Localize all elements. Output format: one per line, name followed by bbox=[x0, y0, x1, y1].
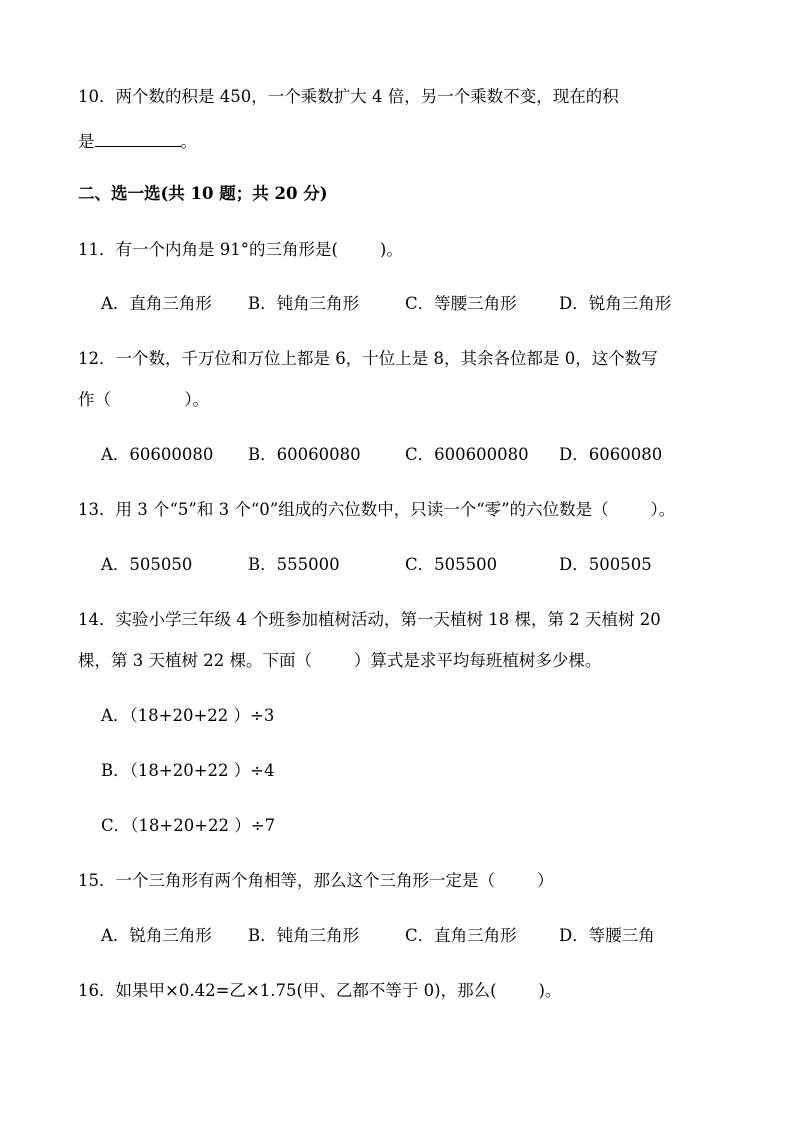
question-number: 16． bbox=[78, 981, 116, 1000]
option-d[interactable]: D．500505 bbox=[559, 555, 652, 574]
option-c[interactable]: C．直角三角形 bbox=[405, 926, 517, 945]
question-12-line-1 bbox=[78, 349, 658, 369]
question-10-line-1 bbox=[78, 87, 619, 107]
question-text: 作（ ）。 bbox=[78, 390, 210, 409]
question-text: 两个数的积是 450，一个乘数扩大 4 倍，另一个乘数不变，现在的积 bbox=[115, 87, 619, 106]
option-c[interactable]: C．600600080 bbox=[405, 445, 529, 464]
option-b[interactable]: B．555000 bbox=[248, 555, 340, 574]
option-d[interactable]: D．等腰三角 bbox=[559, 926, 655, 945]
question-text: 一个数，千万位和万位上都是 6，十位上是 8，其余各位都是 0，这个数写 bbox=[115, 349, 658, 368]
question-number: 14． bbox=[78, 610, 116, 629]
option-a[interactable]: A．直角三角形 bbox=[101, 294, 212, 313]
question-14-line-2 bbox=[78, 651, 601, 671]
question-number: 11． bbox=[78, 240, 116, 259]
question-text: 一个三角形有两个角相等，那么这个三角形一定是（ ） bbox=[115, 871, 554, 890]
question-number: 12． bbox=[78, 349, 116, 368]
option-b[interactable]: B．钝角三角形 bbox=[248, 926, 360, 945]
question-number: 15． bbox=[78, 871, 116, 890]
option-a[interactable]: A．60600080 bbox=[101, 445, 214, 464]
question-16-line-1 bbox=[78, 981, 561, 1001]
option-b[interactable]: B．60060080 bbox=[248, 445, 361, 464]
question-13-line-1 bbox=[78, 500, 675, 520]
question-text-end: 。 bbox=[180, 132, 197, 151]
option-a[interactable]: A．505050 bbox=[101, 555, 193, 574]
question-number: 13． bbox=[78, 500, 116, 519]
question-12-line-2 bbox=[78, 390, 209, 410]
option-d[interactable]: D．6060080 bbox=[559, 445, 663, 464]
question-text: 棵，第 3 天植树 22 棵。下面（ ）算式是求平均每班植树多少棵。 bbox=[78, 651, 602, 670]
question-15-line-1 bbox=[78, 871, 553, 891]
option-b[interactable]: B．（18+20+22 ）÷4 bbox=[101, 761, 275, 780]
option-c[interactable]: C．等腰三角形 bbox=[405, 294, 517, 313]
question-text: 如果甲×0.42=乙×1.75(甲、乙都不等于 0)，那么( )。 bbox=[115, 981, 562, 1000]
question-10-line-2 bbox=[78, 130, 197, 150]
option-d[interactable]: D．锐角三角形 bbox=[559, 294, 672, 313]
question-text: 是 bbox=[78, 132, 95, 151]
question-text: 有一个内角是 91°的三角形是( )。 bbox=[115, 240, 403, 259]
option-c[interactable]: C．（18+20+22 ）÷7 bbox=[101, 816, 276, 835]
answer-blank[interactable] bbox=[95, 130, 181, 147]
option-a[interactable]: A．（18+20+22 ）÷3 bbox=[101, 706, 275, 725]
section-heading: 二、选一选(共 10 题；共 20 分) bbox=[78, 184, 328, 203]
option-c[interactable]: C．505500 bbox=[405, 555, 498, 574]
question-text: 用 3 个“5”和 3 个“0”组成的六位数中，只读一个“零”的六位数是（ ）。 bbox=[115, 500, 676, 519]
question-text: 实验小学三年级 4 个班参加植树活动，第一天植树 18 棵，第 2 天植树 20 bbox=[115, 610, 661, 629]
option-a[interactable]: A．锐角三角形 bbox=[101, 926, 212, 945]
question-number: 10． bbox=[78, 87, 116, 106]
question-14-line-1 bbox=[78, 610, 661, 630]
option-b[interactable]: B．钝角三角形 bbox=[248, 294, 360, 313]
question-11-line-1 bbox=[78, 240, 403, 260]
